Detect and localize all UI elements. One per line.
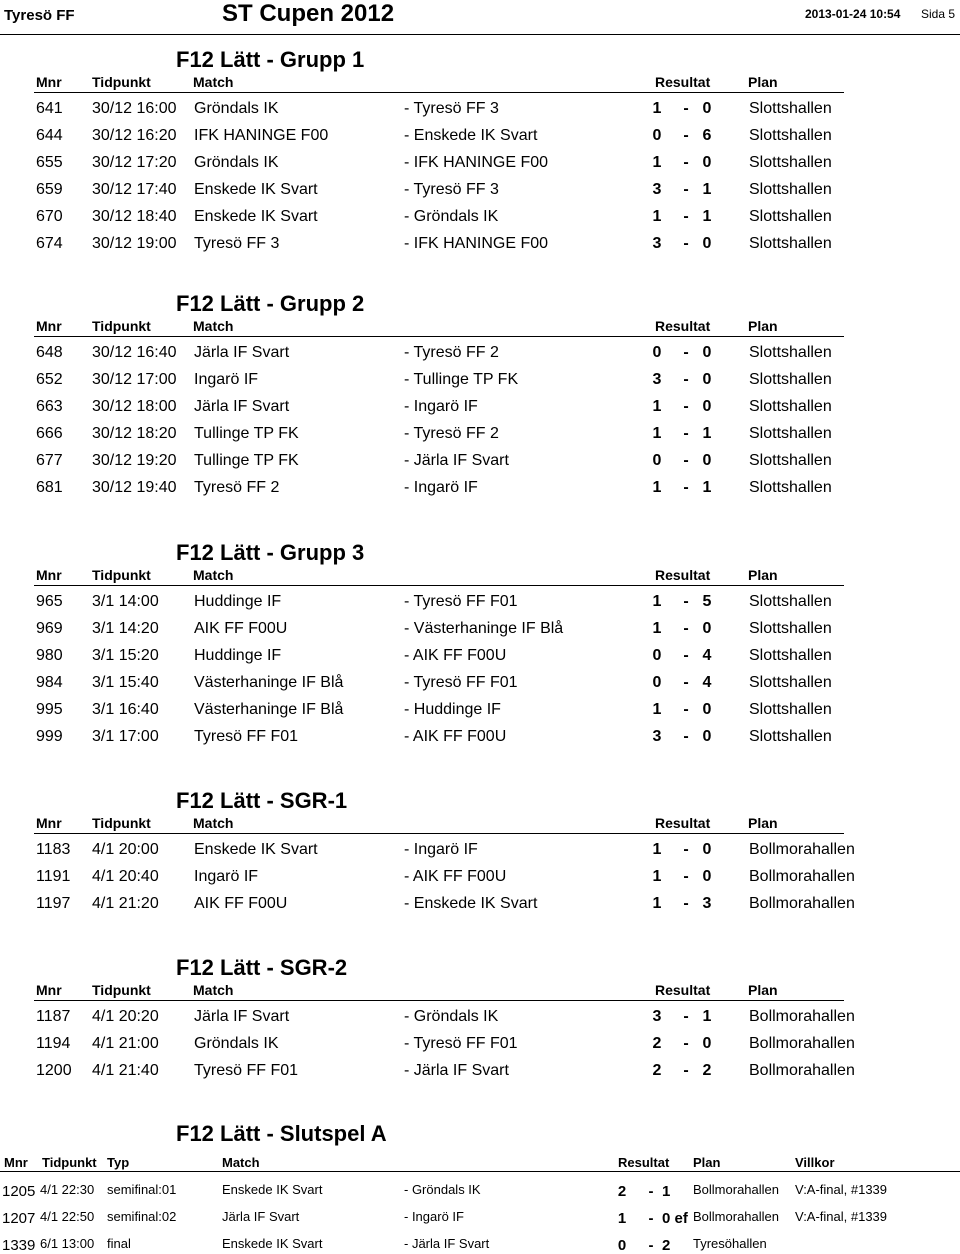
match-type: final xyxy=(107,1236,131,1251)
home-team: Tyresö FF 3 xyxy=(194,235,280,252)
away-score: 0 xyxy=(702,344,712,361)
away-score: 0 xyxy=(702,371,712,388)
col-header-mnr: Mnr xyxy=(36,815,62,831)
venue: Bollmorahallen xyxy=(749,1062,855,1079)
match-time: 30/12 19:00 xyxy=(92,235,177,252)
home-score: 0 xyxy=(652,127,662,144)
score-separator: - xyxy=(683,398,689,415)
match-time: 3/1 17:00 xyxy=(92,728,159,745)
away-team: - Ingarö IF xyxy=(404,398,478,415)
score-separator: - xyxy=(683,208,689,225)
venue: Slottshallen xyxy=(749,181,832,198)
match-number: 965 xyxy=(36,593,63,610)
header-divider xyxy=(0,34,960,35)
away-score: 4 xyxy=(702,674,712,691)
venue: Slottshallen xyxy=(749,728,832,745)
col-header-plan: Plan xyxy=(748,815,778,831)
match-time: 30/12 18:00 xyxy=(92,398,177,415)
away-score: 0 xyxy=(702,701,712,718)
away-team: - AIK FF F00U xyxy=(404,868,507,885)
score-separator: - xyxy=(683,127,689,144)
home-score: 1 xyxy=(652,593,662,610)
home-team: Tyresö FF F01 xyxy=(194,1062,299,1079)
match-time: 4/1 21:00 xyxy=(92,1035,159,1052)
home-team: Gröndals IK xyxy=(194,100,279,117)
home-team: Järla IF Svart xyxy=(222,1209,300,1224)
match-number: 663 xyxy=(36,398,63,415)
match-number: 681 xyxy=(36,479,63,496)
away-score: 2 xyxy=(662,1237,671,1254)
match-number: 1197 xyxy=(36,895,71,912)
home-team: Järla IF Svart xyxy=(194,1008,290,1025)
away-score: 0 xyxy=(702,868,712,885)
match-time: 6/1 13:00 xyxy=(40,1236,95,1251)
print-datetime: 2013-01-24 10:54 xyxy=(805,7,901,21)
col-header-mnr: Mnr xyxy=(4,1155,28,1170)
score-separator: - xyxy=(683,647,689,664)
away-score: 0 xyxy=(702,154,712,171)
score-separator: - xyxy=(648,1183,654,1200)
away-score: 0 xyxy=(702,620,712,637)
venue: Bollmorahallen xyxy=(749,868,855,885)
match-number: 999 xyxy=(36,728,63,745)
col-header-tidpunkt: Tidpunkt xyxy=(92,982,151,998)
home-score: 3 xyxy=(652,1008,662,1025)
col-header-villkor: Villkor xyxy=(795,1155,835,1170)
match-number: 666 xyxy=(36,425,63,442)
score-separator: - xyxy=(683,1035,689,1052)
venue: Slottshallen xyxy=(749,452,832,469)
home-team: Gröndals IK xyxy=(194,154,279,171)
away-team: - Tyresö FF F01 xyxy=(404,674,518,691)
home-score: 2 xyxy=(652,1035,662,1052)
score-separator: - xyxy=(683,344,689,361)
col-header-match: Match xyxy=(193,567,234,583)
match-number: 1194 xyxy=(36,1035,71,1052)
score-separator: - xyxy=(683,868,689,885)
venue: Tyresöhallen xyxy=(693,1236,767,1251)
match-number: 652 xyxy=(36,371,63,388)
home-score: 1 xyxy=(652,425,662,442)
match-time: 4/1 20:20 xyxy=(92,1008,159,1025)
score-separator: - xyxy=(648,1237,654,1254)
match-number: 641 xyxy=(36,100,63,117)
match-number: 659 xyxy=(36,181,63,198)
score-separator: - xyxy=(683,154,689,171)
home-team: Huddinge IF xyxy=(194,593,282,610)
venue: Slottshallen xyxy=(749,674,832,691)
home-team: Järla IF Svart xyxy=(194,344,290,361)
venue: Slottshallen xyxy=(749,127,832,144)
col-header-plan: Plan xyxy=(693,1155,721,1170)
col-header-match: Match xyxy=(193,318,234,334)
venue: Bollmorahallen xyxy=(749,1008,855,1025)
header-rule xyxy=(34,1000,844,1001)
section-title: F12 Lätt - SGR-1 xyxy=(176,788,348,813)
away-score: 0 xyxy=(702,728,712,745)
col-header-match: Match xyxy=(193,74,234,90)
match-time: 30/12 17:00 xyxy=(92,371,177,388)
away-team: - Ingarö IF xyxy=(404,479,478,496)
match-number: 670 xyxy=(36,208,63,225)
away-team: - Tyresö FF F01 xyxy=(404,593,518,610)
match-time: 3/1 14:20 xyxy=(92,620,159,637)
match-time: 30/12 17:40 xyxy=(92,181,177,198)
home-score: 0 xyxy=(652,344,662,361)
home-team: Enskede IK Svart xyxy=(222,1182,323,1197)
away-team: - Gröndals IK xyxy=(404,208,499,225)
home-score: 3 xyxy=(652,728,662,745)
condition: V:A-final, #1339 xyxy=(795,1182,888,1197)
col-header-tidpunkt: Tidpunkt xyxy=(92,567,151,583)
match-number: 969 xyxy=(36,620,63,637)
score-separator: - xyxy=(683,1062,689,1079)
match-time: 30/12 18:40 xyxy=(92,208,177,225)
match-number: 995 xyxy=(36,701,63,718)
col-header-mnr: Mnr xyxy=(36,318,62,334)
score-separator: - xyxy=(683,425,689,442)
document-title: ST Cupen 2012 xyxy=(222,0,395,27)
venue: Bollmorahallen xyxy=(749,1035,855,1052)
match-number: 980 xyxy=(36,647,63,664)
match-time: 3/1 15:20 xyxy=(92,647,159,664)
col-header-tidpunkt: Tidpunkt xyxy=(92,74,151,90)
score-separator: - xyxy=(683,728,689,745)
away-team: - Västerhaninge IF Blå xyxy=(404,620,564,637)
section-title: F12 Lätt - Grupp 2 xyxy=(176,291,365,316)
home-team: Tyresö FF 2 xyxy=(194,479,280,496)
match-number: 984 xyxy=(36,674,63,691)
away-score: 3 xyxy=(702,895,712,912)
club-name: Tyresö FF xyxy=(4,7,75,24)
col-header-plan: Plan xyxy=(748,318,778,334)
venue: Bollmorahallen xyxy=(749,895,855,912)
home-team: AIK FF F00U xyxy=(194,620,288,637)
home-team: Tyresö FF F01 xyxy=(194,728,299,745)
home-team: Västerhaninge IF Blå xyxy=(194,701,344,718)
home-score: 1 xyxy=(652,895,662,912)
section-title: F12 Lätt - Grupp 3 xyxy=(176,540,365,565)
match-time: 30/12 18:20 xyxy=(92,425,177,442)
away-score: 1 xyxy=(702,1008,712,1025)
away-team: - IFK HANINGE F00 xyxy=(404,235,549,252)
away-team: - Gröndals IK xyxy=(404,1008,499,1025)
header-rule xyxy=(0,1171,960,1172)
away-score: 2 xyxy=(702,1062,712,1079)
venue: Slottshallen xyxy=(749,620,832,637)
match-number: 648 xyxy=(36,344,63,361)
col-header-mnr: Mnr xyxy=(36,74,62,90)
header-rule xyxy=(34,92,844,93)
score-separator: - xyxy=(683,593,689,610)
venue: Slottshallen xyxy=(749,208,832,225)
home-team: Gröndals IK xyxy=(194,1035,279,1052)
away-team: - Tullinge TP FK xyxy=(404,371,519,388)
match-time: 4/1 20:00 xyxy=(92,841,159,858)
match-time: 30/12 19:40 xyxy=(92,479,177,496)
score-separator: - xyxy=(683,841,689,858)
score-separator: - xyxy=(683,479,689,496)
away-score: 0 xyxy=(702,100,712,117)
away-score: 0 xyxy=(702,452,712,469)
away-score: 1 xyxy=(662,1183,671,1200)
score-separator: - xyxy=(683,181,689,198)
match-time: 4/1 21:40 xyxy=(92,1062,159,1079)
page-number: Sida 5 xyxy=(921,7,956,21)
away-score: 1 xyxy=(702,425,712,442)
away-team: - Gröndals IK xyxy=(404,1182,481,1197)
match-number: 644 xyxy=(36,127,63,144)
home-score: 1 xyxy=(652,100,662,117)
col-header-tidpunkt: Tidpunkt xyxy=(92,815,151,831)
match-number: 1207 xyxy=(2,1210,36,1227)
score-separator: - xyxy=(683,674,689,691)
away-score: 0 xyxy=(702,1035,712,1052)
col-header-resultat: Resultat xyxy=(618,1155,670,1170)
away-score: 0 ef xyxy=(662,1210,688,1227)
col-header-plan: Plan xyxy=(748,567,778,583)
venue: Slottshallen xyxy=(749,701,832,718)
home-team: Enskede IK Svart xyxy=(194,181,318,198)
match-number: 1187 xyxy=(36,1008,71,1025)
away-team: - Ingarö IF xyxy=(404,841,478,858)
home-team: IFK HANINGE F00 xyxy=(194,127,329,144)
venue: Slottshallen xyxy=(749,371,832,388)
venue: Bollmorahallen xyxy=(693,1182,779,1197)
away-score: 1 xyxy=(702,479,712,496)
away-team: - AIK FF F00U xyxy=(404,728,507,745)
home-score: 0 xyxy=(652,452,662,469)
col-header-match: Match xyxy=(193,982,234,998)
col-header-resultat: Resultat xyxy=(655,815,711,831)
match-time: 4/1 20:40 xyxy=(92,868,159,885)
match-number: 1339 xyxy=(2,1237,36,1254)
away-score: 0 xyxy=(702,235,712,252)
away-team: - Tyresö FF 3 xyxy=(404,181,499,198)
home-team: AIK FF F00U xyxy=(194,895,288,912)
venue: Slottshallen xyxy=(749,235,832,252)
away-team: - Järla IF Svart xyxy=(404,1236,490,1251)
venue: Slottshallen xyxy=(749,425,832,442)
match-time: 30/12 16:20 xyxy=(92,127,177,144)
home-score: 0 xyxy=(652,647,662,664)
away-score: 0 xyxy=(702,841,712,858)
venue: Bollmorahallen xyxy=(749,841,855,858)
match-time: 30/12 19:20 xyxy=(92,452,177,469)
away-team: - IFK HANINGE F00 xyxy=(404,154,549,171)
section-title: F12 Lätt - SGR-2 xyxy=(176,955,348,980)
home-score: 2 xyxy=(617,1183,627,1200)
venue: Slottshallen xyxy=(749,479,832,496)
match-time: 3/1 15:40 xyxy=(92,674,159,691)
home-team: Ingarö IF xyxy=(194,371,259,388)
match-number: 655 xyxy=(36,154,63,171)
match-time: 30/12 17:20 xyxy=(92,154,177,171)
col-header-tidpunkt: Tidpunkt xyxy=(42,1155,97,1170)
match-number: 1200 xyxy=(36,1062,72,1079)
score-separator: - xyxy=(648,1210,654,1227)
section-title: F12 Lätt - Slutspel A xyxy=(176,1121,387,1146)
venue: Slottshallen xyxy=(749,647,832,664)
col-header-plan: Plan xyxy=(748,982,778,998)
match-time: 4/1 22:30 xyxy=(40,1182,95,1197)
col-header-tidpunkt: Tidpunkt xyxy=(92,318,151,334)
away-score: 5 xyxy=(702,593,712,610)
home-score: 1 xyxy=(652,841,662,858)
match-time: 30/12 16:00 xyxy=(92,100,177,117)
home-team: Tullinge TP FK xyxy=(194,425,299,442)
col-header-match: Match xyxy=(222,1155,260,1170)
header-rule xyxy=(34,336,844,337)
condition: V:A-final, #1339 xyxy=(795,1209,888,1224)
match-time: 3/1 14:00 xyxy=(92,593,159,610)
score-separator: - xyxy=(683,1008,689,1025)
home-team: Enskede IK Svart xyxy=(222,1236,323,1251)
match-time: 4/1 21:20 xyxy=(92,895,159,912)
match-time: 3/1 16:40 xyxy=(92,701,159,718)
score-separator: - xyxy=(683,620,689,637)
score-separator: - xyxy=(683,895,689,912)
away-score: 4 xyxy=(702,647,712,664)
away-team: - AIK FF F00U xyxy=(404,647,507,664)
home-score: 1 xyxy=(652,154,662,171)
away-score: 1 xyxy=(702,181,712,198)
away-score: 6 xyxy=(702,127,712,144)
home-score: 1 xyxy=(652,620,662,637)
header-rule xyxy=(34,585,844,586)
home-score: 1 xyxy=(617,1210,627,1227)
match-number: 1183 xyxy=(36,841,71,858)
home-score: 1 xyxy=(652,868,662,885)
score-separator: - xyxy=(683,452,689,469)
away-team: - Järla IF Svart xyxy=(404,1062,509,1079)
venue: Slottshallen xyxy=(749,398,832,415)
away-team: - Järla IF Svart xyxy=(404,452,509,469)
col-header-resultat: Resultat xyxy=(655,74,711,90)
score-separator: - xyxy=(683,371,689,388)
home-score: 1 xyxy=(652,208,662,225)
away-team: - Ingarö IF xyxy=(404,1209,464,1224)
home-score: 3 xyxy=(652,371,662,388)
col-header-typ: Typ xyxy=(107,1155,130,1170)
away-score: 0 xyxy=(702,398,712,415)
home-team: Järla IF Svart xyxy=(194,398,290,415)
home-score: 0 xyxy=(652,674,662,691)
col-header-resultat: Resultat xyxy=(655,982,711,998)
col-header-resultat: Resultat xyxy=(655,318,711,334)
away-team: - Tyresö FF F01 xyxy=(404,1035,518,1052)
match-number: 1191 xyxy=(36,868,71,885)
home-score: 1 xyxy=(652,398,662,415)
match-number: 1205 xyxy=(2,1183,36,1200)
home-score: 1 xyxy=(652,701,662,718)
match-time: 4/1 22:50 xyxy=(40,1209,95,1224)
venue: Slottshallen xyxy=(749,344,832,361)
col-header-mnr: Mnr xyxy=(36,982,62,998)
score-separator: - xyxy=(683,701,689,718)
score-separator: - xyxy=(683,235,689,252)
away-team: - Tyresö FF 3 xyxy=(404,100,499,117)
match-time: 30/12 16:40 xyxy=(92,344,177,361)
home-score: 0 xyxy=(617,1237,627,1254)
venue: Slottshallen xyxy=(749,100,832,117)
away-team: - Huddinge IF xyxy=(404,701,501,718)
away-team: - Tyresö FF 2 xyxy=(404,425,499,442)
score-separator: - xyxy=(683,100,689,117)
home-team: Västerhaninge IF Blå xyxy=(194,674,344,691)
match-number: 677 xyxy=(36,452,63,469)
col-header-mnr: Mnr xyxy=(36,567,62,583)
col-header-match: Match xyxy=(193,815,234,831)
home-score: 3 xyxy=(652,235,662,252)
away-team: - Tyresö FF 2 xyxy=(404,344,499,361)
home-score: 3 xyxy=(652,181,662,198)
header-rule xyxy=(34,833,844,834)
col-header-resultat: Resultat xyxy=(655,567,711,583)
home-team: Ingarö IF xyxy=(194,868,259,885)
home-score: 1 xyxy=(652,479,662,496)
home-team: Huddinge IF xyxy=(194,647,282,664)
home-team: Enskede IK Svart xyxy=(194,841,318,858)
venue: Slottshallen xyxy=(749,593,832,610)
home-team: Tullinge TP FK xyxy=(194,452,299,469)
venue: Slottshallen xyxy=(749,154,832,171)
match-number: 674 xyxy=(36,235,63,252)
venue: Bollmorahallen xyxy=(693,1209,779,1224)
match-type: semifinal:02 xyxy=(107,1209,177,1224)
match-type: semifinal:01 xyxy=(107,1182,177,1197)
home-score: 2 xyxy=(652,1062,662,1079)
away-score: 1 xyxy=(702,208,712,225)
section-title: F12 Lätt - Grupp 1 xyxy=(176,47,365,72)
col-header-plan: Plan xyxy=(748,74,778,90)
away-team: - Enskede IK Svart xyxy=(404,895,538,912)
away-team: - Enskede IK Svart xyxy=(404,127,538,144)
home-team: Enskede IK Svart xyxy=(194,208,318,225)
